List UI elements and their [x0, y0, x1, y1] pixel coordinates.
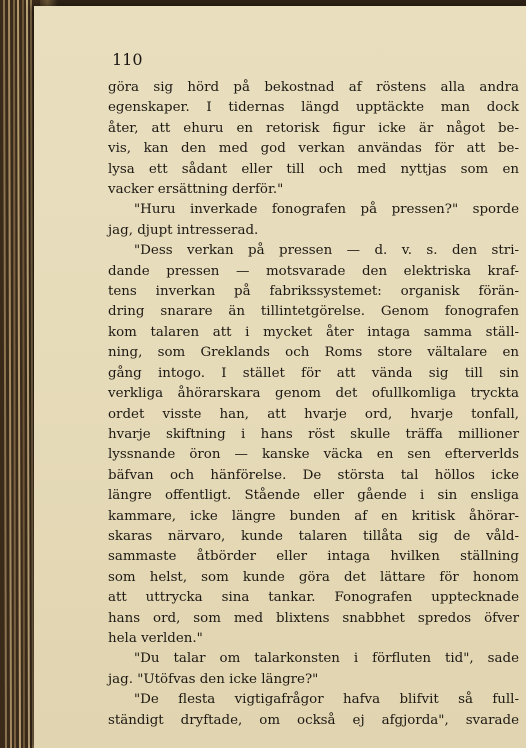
paragraph — [108, 78, 519, 200]
text-line: att uttrycka sina tankar. Fonografen upptecknade — [108, 590, 519, 606]
text-line: åter, att ehuru en retorisk figur icke är något be- — [108, 120, 519, 136]
paragraph — [108, 690, 519, 731]
text-line: hans ord, som med blixtens snabbhet spredos öfver — [108, 610, 519, 626]
text-line: ning, som Greklands och Roms store vältalare en — [108, 345, 519, 361]
text-line: hvarje skiftning i hans röst skulle träffa millioner — [108, 426, 519, 442]
text-line: verkliga åhörarskara genom det ofullkomliga tryckta — [108, 386, 519, 402]
paragraph — [108, 649, 519, 690]
text-line: egenskaper. I tidernas längd upptäckte man dock — [108, 100, 519, 116]
text-line: göra sig hörd på bekostnad af röstens alla andra — [108, 80, 519, 95]
text-line: jag. "Utöfvas den icke längre?" — [108, 671, 319, 687]
body-text — [108, 78, 519, 731]
text-line: lysa ett sådant eller till och med nyttjas som en — [108, 161, 519, 177]
book-page — [34, 6, 526, 748]
text-line: "Dess verkan på pressen — d. v. s. den stri- — [134, 243, 519, 259]
text-line: gång intogo. I stället för att vända sig till sin — [108, 365, 519, 381]
text-line: "Huru inverkade fonografen på pressen?" sporde — [134, 202, 519, 218]
text-line: ordet visste han, att hvarje ord, hvarje tonfall, — [108, 406, 519, 422]
text-line: kammare, icke längre bunden af en kritisk åhörar- — [108, 508, 519, 524]
text-line: "De flesta vigtigafrågor hafva blifvit så full- — [134, 692, 519, 708]
text-line: jag, djupt intresserad. — [108, 222, 259, 238]
text-line: "Du talar om talarkonsten i förfluten tid", sade — [134, 651, 519, 667]
text-line: lyssnande öron — kanske väcka en sen efterverlds — [108, 447, 519, 463]
text-line: kom talaren att i mycket åter intaga samma ställ- — [108, 324, 519, 340]
text-line: som helst, som kunde göra det lättare för honom — [108, 569, 519, 585]
text-line: hela verlden." — [108, 630, 203, 646]
text-line: dande pressen — motsvarade den elektriska kraf- — [108, 263, 519, 279]
paragraph — [108, 241, 519, 649]
text-line: tens inverkan på fabrikssystemet: organisk förän- — [108, 284, 519, 300]
paragraph — [108, 200, 519, 241]
text-line: sammaste åtbörder eller intaga hvilken ställning — [108, 549, 519, 565]
text-line: dring snarare än tillintetgörelse. Genom fonografen — [108, 304, 519, 320]
text-line: ständigt dryftade, om också ej afgjorda", svarade — [108, 712, 519, 728]
text-line: vis, kan den med god verkan användas för att be- — [108, 141, 519, 157]
text-line: vacker ersättning derför." — [108, 182, 284, 198]
text-line: längre offentligt. Stående eller gående i sin ensliga — [108, 488, 519, 504]
page-number: 110 — [112, 50, 143, 69]
text-line: bäfvan och hänförelse. De största tal höllos icke — [108, 467, 519, 483]
text-line: skaras närvaro, kunde talaren tillåta sig de våld- — [108, 528, 519, 544]
